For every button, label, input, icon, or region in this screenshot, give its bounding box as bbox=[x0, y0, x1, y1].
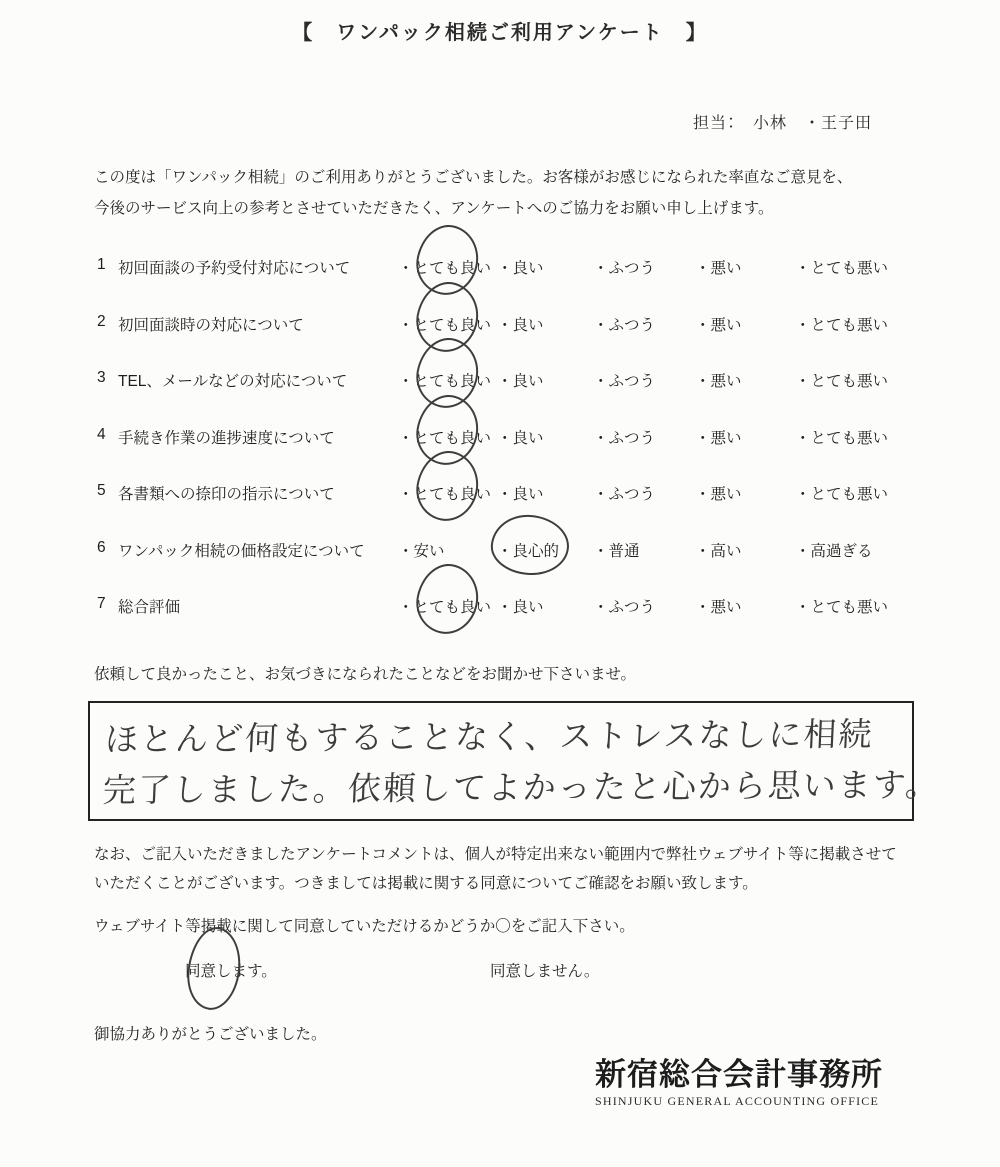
option-very-bad: ・とても悪い bbox=[795, 486, 889, 503]
option-good: ・良い bbox=[497, 316, 544, 334]
option-good: ・良い bbox=[497, 599, 544, 616]
question-number: 5 bbox=[97, 482, 106, 499]
option-expensive: ・高い bbox=[695, 542, 742, 560]
option-very-good: ・とても良い bbox=[398, 316, 492, 334]
comment-box bbox=[88, 701, 942, 821]
publish-note-line-2: いただくことがございます。つきましては掲載に関する同意についてご確認をお願い致します。 bbox=[94, 875, 758, 892]
option-very-good: ・とても良い bbox=[398, 486, 492, 503]
option-very-bad: ・とても悪い bbox=[795, 599, 889, 616]
option-normal: ・ふつう bbox=[593, 429, 656, 447]
question-label: 初回面談時の対応について bbox=[118, 316, 304, 334]
option-bad: ・悪い bbox=[695, 316, 742, 334]
question-row-1 bbox=[97, 248, 927, 305]
question-label: ワンパック相続の価格設定について bbox=[118, 542, 365, 560]
question-number: 2 bbox=[97, 312, 106, 330]
option-reasonable: ・良心的 bbox=[497, 542, 560, 560]
question-row-7 bbox=[97, 587, 927, 644]
option-very-bad: ・とても悪い bbox=[795, 316, 889, 334]
option-bad: ・悪い bbox=[695, 373, 742, 390]
option-very-good: ・とても良い bbox=[398, 260, 492, 277]
option-average: ・普通 bbox=[593, 542, 640, 560]
closing-thanks: 御協力ありがとうございました。 bbox=[94, 1026, 327, 1043]
handwritten-comment bbox=[102, 708, 942, 816]
option-very-bad: ・とても悪い bbox=[795, 260, 889, 277]
consent-agree-label: 同意します。 bbox=[185, 963, 277, 980]
option-bad: ・悪い bbox=[695, 429, 742, 447]
question-label: 総合評価 bbox=[118, 599, 181, 616]
publish-note-paragraph bbox=[94, 840, 934, 898]
option-normal: ・ふつう bbox=[593, 260, 656, 277]
handwritten-comment-line-1: ほとんど何もすることなく、ストレスなしに相続 bbox=[104, 715, 875, 758]
question-row-3 bbox=[97, 361, 927, 418]
question-row-6 bbox=[97, 531, 927, 588]
handwritten-comment-line-2: 完了しました。依頼してよかったと心から思います。 bbox=[102, 765, 942, 809]
option-normal: ・ふつう bbox=[593, 316, 656, 334]
question-number: 3 bbox=[97, 369, 106, 386]
consent-prompt: ウェブサイト等掲載に関して同意していただけるかどうか〇をご記入下さい。 bbox=[94, 918, 635, 935]
question-label: 初回面談の予約受付対応について bbox=[118, 260, 351, 277]
option-bad: ・悪い bbox=[695, 486, 742, 503]
staff-in-charge-line: 担当： 小林 ・王子田 bbox=[693, 115, 873, 132]
option-normal: ・ふつう bbox=[593, 599, 656, 616]
question-number: 4 bbox=[97, 425, 106, 443]
option-very-bad: ・とても悪い bbox=[795, 429, 889, 447]
option-normal: ・ふつう bbox=[593, 373, 656, 390]
question-row-4 bbox=[97, 418, 927, 475]
consent-options bbox=[0, 955, 1000, 1015]
option-good: ・良い bbox=[497, 373, 544, 390]
option-good: ・良い bbox=[497, 486, 544, 503]
option-good: ・良い bbox=[497, 260, 544, 277]
option-bad: ・悪い bbox=[695, 599, 742, 616]
question-number: 6 bbox=[97, 538, 106, 556]
intro-paragraph bbox=[94, 162, 924, 224]
comment-prompt: 依頼して良かったこと、お気づきになられたことなどをお聞かせ下さいませ。 bbox=[94, 666, 637, 683]
consent-disagree-label: 同意しません。 bbox=[490, 963, 600, 980]
company-name-japanese: 新宿総合会計事務所 bbox=[595, 1057, 883, 1092]
company-name-english: SHINJUKU GENERAL ACCOUNTING OFFICE bbox=[595, 1094, 880, 1108]
question-label: TEL、メールなどの対応について bbox=[118, 373, 348, 390]
option-very-bad: ・とても悪い bbox=[795, 373, 889, 390]
publish-note-line-1: なお、ご記入いただきましたアンケートコメントは、個人が特定出来ない範囲内で弊社ウェブサイト等に掲載させて bbox=[94, 846, 897, 863]
company-logo bbox=[595, 1058, 883, 1109]
option-very-good: ・とても良い bbox=[398, 373, 492, 390]
question-number: 1 bbox=[97, 256, 106, 273]
question-number: 7 bbox=[97, 595, 106, 612]
intro-line-2: 今後のサービス向上の参考とさせていただきたく、アンケートへのご協力をお願い申し上げます。 bbox=[94, 200, 774, 217]
option-too-expensive: ・高過ぎる bbox=[795, 542, 873, 560]
option-normal: ・ふつう bbox=[593, 486, 656, 503]
page-title: 【 ワンパック相続ご利用アンケート 】 bbox=[292, 22, 708, 44]
option-very-good: ・とても良い bbox=[398, 429, 492, 447]
option-cheap: ・安い bbox=[398, 542, 445, 560]
intro-line-1: この度は「ワンパック相続」のご利用ありがとうございました。お客様がお感じになられた率直なご意見を、 bbox=[94, 169, 853, 186]
question-label: 手続き作業の進捗速度について bbox=[118, 429, 335, 447]
question-row-2 bbox=[97, 305, 927, 362]
question-list bbox=[97, 248, 927, 644]
handwritten-circle-mark bbox=[183, 924, 245, 1013]
question-label: 各書類への捺印の指示について bbox=[118, 486, 335, 503]
option-very-good: ・とても良い bbox=[398, 599, 492, 616]
option-bad: ・悪い bbox=[695, 260, 742, 277]
option-good: ・良い bbox=[497, 429, 544, 447]
